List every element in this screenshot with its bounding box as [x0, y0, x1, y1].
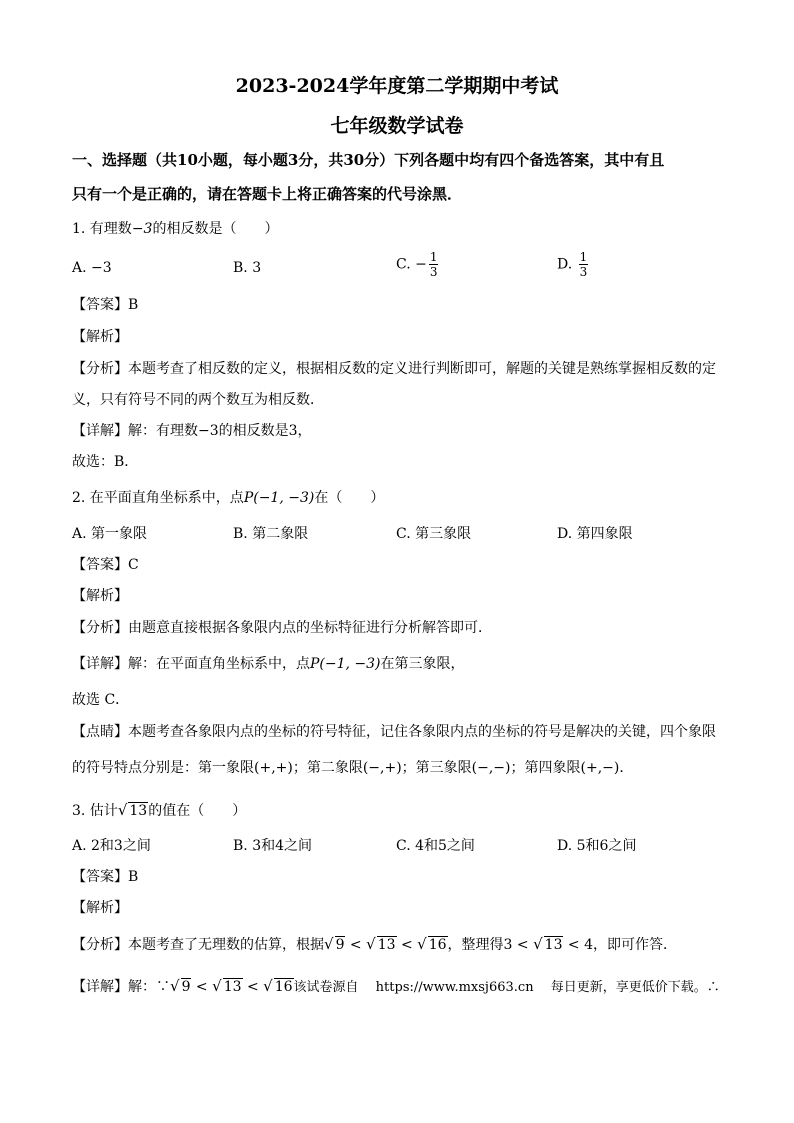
q2-stem-suffix: 在（ ） [314, 490, 385, 506]
q1-option-c-fraction [429, 250, 439, 279]
q1-answer: 【答案】B [72, 297, 139, 313]
q3-stem-prefix: 3. 估计 [72, 803, 118, 819]
q2-analysis: 【分析】由题意直接根据各象限内点的坐标特征进行分析解答即可． [72, 620, 492, 636]
q3-answer: 【答案】B [72, 869, 139, 885]
q3-ineq-b-repeat: 13 [544, 937, 563, 953]
section-heading-line-1: 一、选择题（共10小题，每小题3分，共30分）下列各题中均有四个备选答案，其中有且 [72, 151, 665, 169]
sqrt-icon: √ [324, 935, 334, 953]
q3-analysis-mid: ，整理得 [447, 937, 504, 953]
q1-option-d-fraction [579, 250, 589, 279]
sqrt-icon: √ [263, 977, 273, 995]
q2-detail-coords: (−1, −3) [319, 656, 381, 672]
q2-choose: 故选 C． [72, 692, 130, 708]
q3-detail: 【详解】解：∵√ 9 < √ 13 < √ 16该试卷源自 https://www.mxsj663.cn 每日更新，享更低价下载。∴ [72, 977, 720, 995]
q1-stem-suffix: 的相反数是（ ） [152, 221, 279, 237]
q2-stem-point: P [243, 490, 254, 506]
q1-option-d [557, 250, 588, 279]
q1-choose: 故选：B． [72, 454, 139, 470]
q2-jiexi: 【解析】 [72, 588, 128, 604]
q3-detail-b: 13 [223, 979, 242, 995]
q2-stem-prefix: 2. 在平面直角坐标系中，点 [72, 490, 244, 506]
q3-option-c: C. 4和5之间 [396, 838, 475, 854]
q3-option-a: A. 2和3之间 [72, 838, 151, 854]
q3-analysis: 【分析】本题考查了无理数的估算，根据√ 9 < √ 13 < √ 16，整理得3 < √ 13 < 4，即可作答． [72, 935, 678, 953]
q2-option-c: C. 第三象限 [396, 526, 472, 542]
q2-detail-prefix: 【详解】解：在平面直角坐标系中，点 [72, 656, 310, 672]
q1-option-d-label: D. [557, 256, 573, 273]
q1-detail: 【详解】解：有理数−3的相反数是3， [72, 423, 312, 439]
q2-detail-point: P [310, 656, 320, 672]
q3-jiexi: 【解析】 [72, 900, 128, 916]
question-3-stem [72, 800, 246, 821]
q2-option-a: A. 第一象限 [72, 526, 148, 542]
q3-ineq-c: 16 [428, 937, 447, 953]
q3-detail-prefix: 【详解】解：∵ [72, 979, 170, 995]
q3-detail-c: 16 [274, 979, 293, 995]
q2-stem-coords: (−1, −3) [253, 490, 315, 506]
q1-option-c-label: C. − [396, 256, 427, 273]
q1-d-numerator: 1 [579, 250, 588, 264]
q3-ineq-a: 9 [335, 937, 345, 953]
q3-stem-radicand: 13 [129, 803, 148, 819]
exam-title: 2023-2024学年度第二学期期中考试 [235, 75, 559, 97]
q1-stem-value: −3 [131, 221, 153, 237]
question-2-stem [72, 488, 384, 508]
q1-option-b: B. 3 [233, 260, 262, 276]
q3-stem-suffix: 的值在（ ） [148, 803, 247, 819]
q3-detail-a: 9 [181, 979, 191, 995]
sqrt-icon: √ [117, 801, 128, 819]
q3-detail-note: 该试卷源自 https://www.mxsj663.cn 每日更新，享更低价下载。∴ [293, 980, 720, 995]
q2-comment-line-1: 【点睛】本题考查各象限内点的坐标的符号特征，记住各象限内点的坐标的符号是解决的关键，四个象限 [72, 724, 716, 740]
sqrt-icon: √ [366, 935, 376, 953]
q2-detail-suffix: 在第三象限， [380, 656, 465, 672]
q2-comment-line-2: 的符号特点分别是：第一象限(+,+)；第二象限(−,+)；第三象限(−,−)；第四象限(+,−)． [72, 760, 634, 776]
q2-answer: 【答案】C [72, 557, 139, 573]
q3-option-d: D. 5和6之间 [557, 838, 637, 854]
q1-c-numerator: 1 [429, 250, 438, 264]
sqrt-icon: √ [170, 977, 180, 995]
q2-detail [72, 654, 465, 674]
section-heading-line-2: 只有一个是正确的，请在答题卡上将正确答案的代号涂黑． [72, 185, 463, 203]
q1-c-denominator: 3 [429, 265, 438, 279]
q1-option-c [396, 250, 438, 279]
q2-option-b: B. 第二象限 [233, 526, 309, 542]
q3-ineq-b: 13 [377, 937, 396, 953]
q1-analysis-line-1: 【分析】本题考查了相反数的定义，根据相反数的定义进行判断即可，解题的关键是熟练掌握相反数的定 [72, 361, 716, 377]
sqrt-icon: √ [533, 935, 543, 953]
q3-analysis-prefix: 【分析】本题考查了无理数的估算，根据 [72, 937, 324, 953]
q1-option-a: A. −3 [72, 260, 112, 276]
sqrt-icon: √ [212, 977, 222, 995]
q2-option-d: D. 第四象限 [557, 526, 633, 542]
sqrt-icon: √ [417, 935, 427, 953]
q1-d-denominator: 3 [579, 265, 588, 279]
q1-jiexi: 【解析】 [72, 329, 128, 345]
q3-option-b: B. 3和4之间 [233, 838, 313, 854]
exam-subtitle: 七年级数学试卷 [330, 115, 464, 137]
question-1-stem [72, 219, 278, 239]
q1-analysis-line-2: 义，只有符号不同的两个数互为相反数． [72, 392, 324, 408]
q1-stem-prefix: 1. 有理数 [72, 221, 132, 237]
q3-analysis-tail: ，即可作答． [593, 937, 678, 953]
